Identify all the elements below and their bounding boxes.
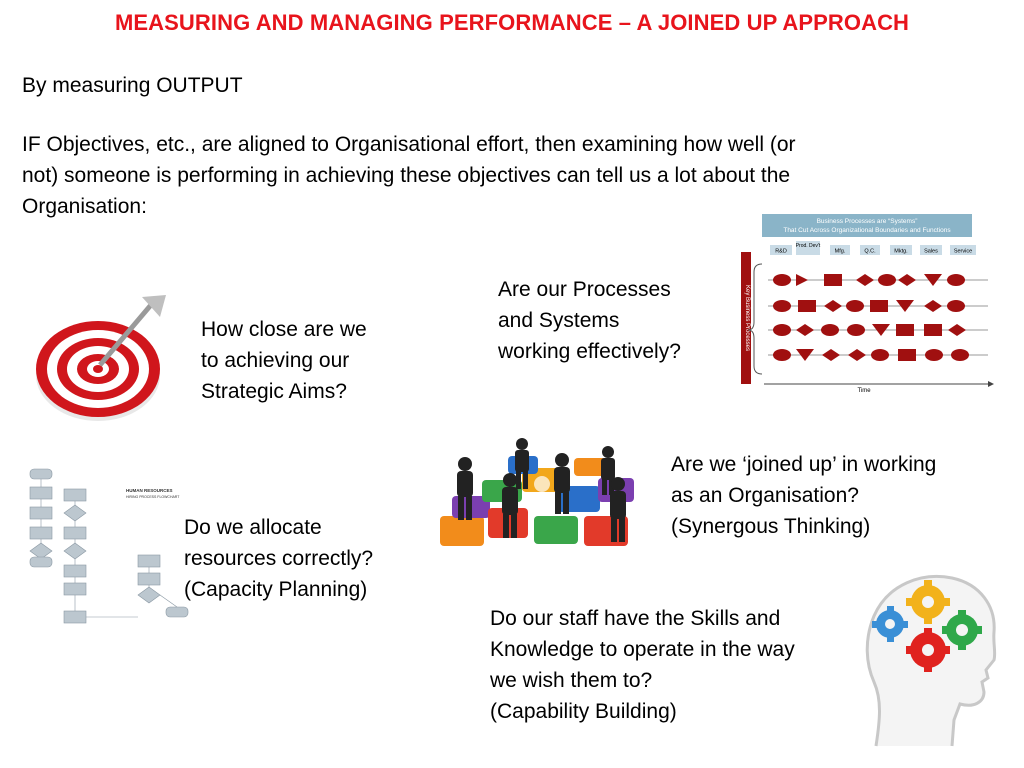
department-label: Service xyxy=(953,248,973,255)
question-line: and Systems xyxy=(498,309,620,332)
flowchart-subheading: HIRING PROCESS FLOWCHART xyxy=(126,495,180,499)
target-dart-icon xyxy=(30,295,170,425)
flowchart-heading: HUMAN RESOURCES xyxy=(126,488,173,493)
department-label: Q.C. xyxy=(864,248,876,255)
question-line: Are we ‘joined up’ in working xyxy=(671,453,937,476)
axis-label: Time xyxy=(857,388,871,394)
strategic-question xyxy=(201,314,367,407)
process-rows xyxy=(768,274,988,361)
question-line: Strategic Aims? xyxy=(201,380,347,403)
department-labels xyxy=(770,241,976,255)
skills-question xyxy=(490,603,795,727)
question-line: resources correctly? xyxy=(184,547,374,570)
flowchart-icon xyxy=(26,465,192,635)
question-line: (Synergous Thinking) xyxy=(671,515,871,538)
question-line: Are our Processes xyxy=(498,278,671,301)
question-line: working effectively? xyxy=(498,340,681,363)
intro-paragraph xyxy=(22,129,1012,222)
diagram-header-line: That Cut Across Organizational Boundaries and Functions xyxy=(783,227,951,234)
question-line: as an Organisation? xyxy=(671,484,859,507)
question-line: (Capacity Planning) xyxy=(184,578,368,601)
resources-question xyxy=(184,512,373,605)
question-line: to achieving our xyxy=(201,349,350,372)
question-line: How close are we xyxy=(201,318,367,341)
department-label: Prod. Dev't xyxy=(795,243,821,249)
joined-up-question xyxy=(671,449,936,542)
department-label: Mktg. xyxy=(894,248,908,255)
intro-line: IF Objectives, etc., are aligned to Organisational effort, then examining how well (or xyxy=(22,133,796,156)
head-gears-icon xyxy=(862,570,1000,748)
processes-question xyxy=(498,274,681,367)
side-label: Key Business Processes xyxy=(744,284,750,352)
diagram-header-line: Business Processes are “Systems” xyxy=(816,218,918,225)
department-label: Mfg. xyxy=(834,248,846,255)
intro-line: not) someone is performing in achieving these objectives can tell us a lot about the xyxy=(22,164,791,187)
question-line: Do we allocate xyxy=(184,516,322,539)
department-label: Sales xyxy=(924,248,938,255)
question-line: Knowledge to operate in the way xyxy=(490,638,795,661)
people-puzzle-icon xyxy=(438,408,648,553)
question-line: (Capability Building) xyxy=(490,700,677,723)
intro-line: Organisation: xyxy=(22,195,147,218)
slide-title: MEASURING AND MANAGING PERFORMANCE – A JOINED UP APPROACH xyxy=(114,10,910,35)
intro-heading: By measuring OUTPUT xyxy=(22,74,243,97)
question-line: we wish them to? xyxy=(490,669,653,692)
department-label: R&D xyxy=(775,248,787,255)
question-line: Do our staff have the Skills and xyxy=(490,607,781,630)
process-diagram xyxy=(738,212,1000,394)
